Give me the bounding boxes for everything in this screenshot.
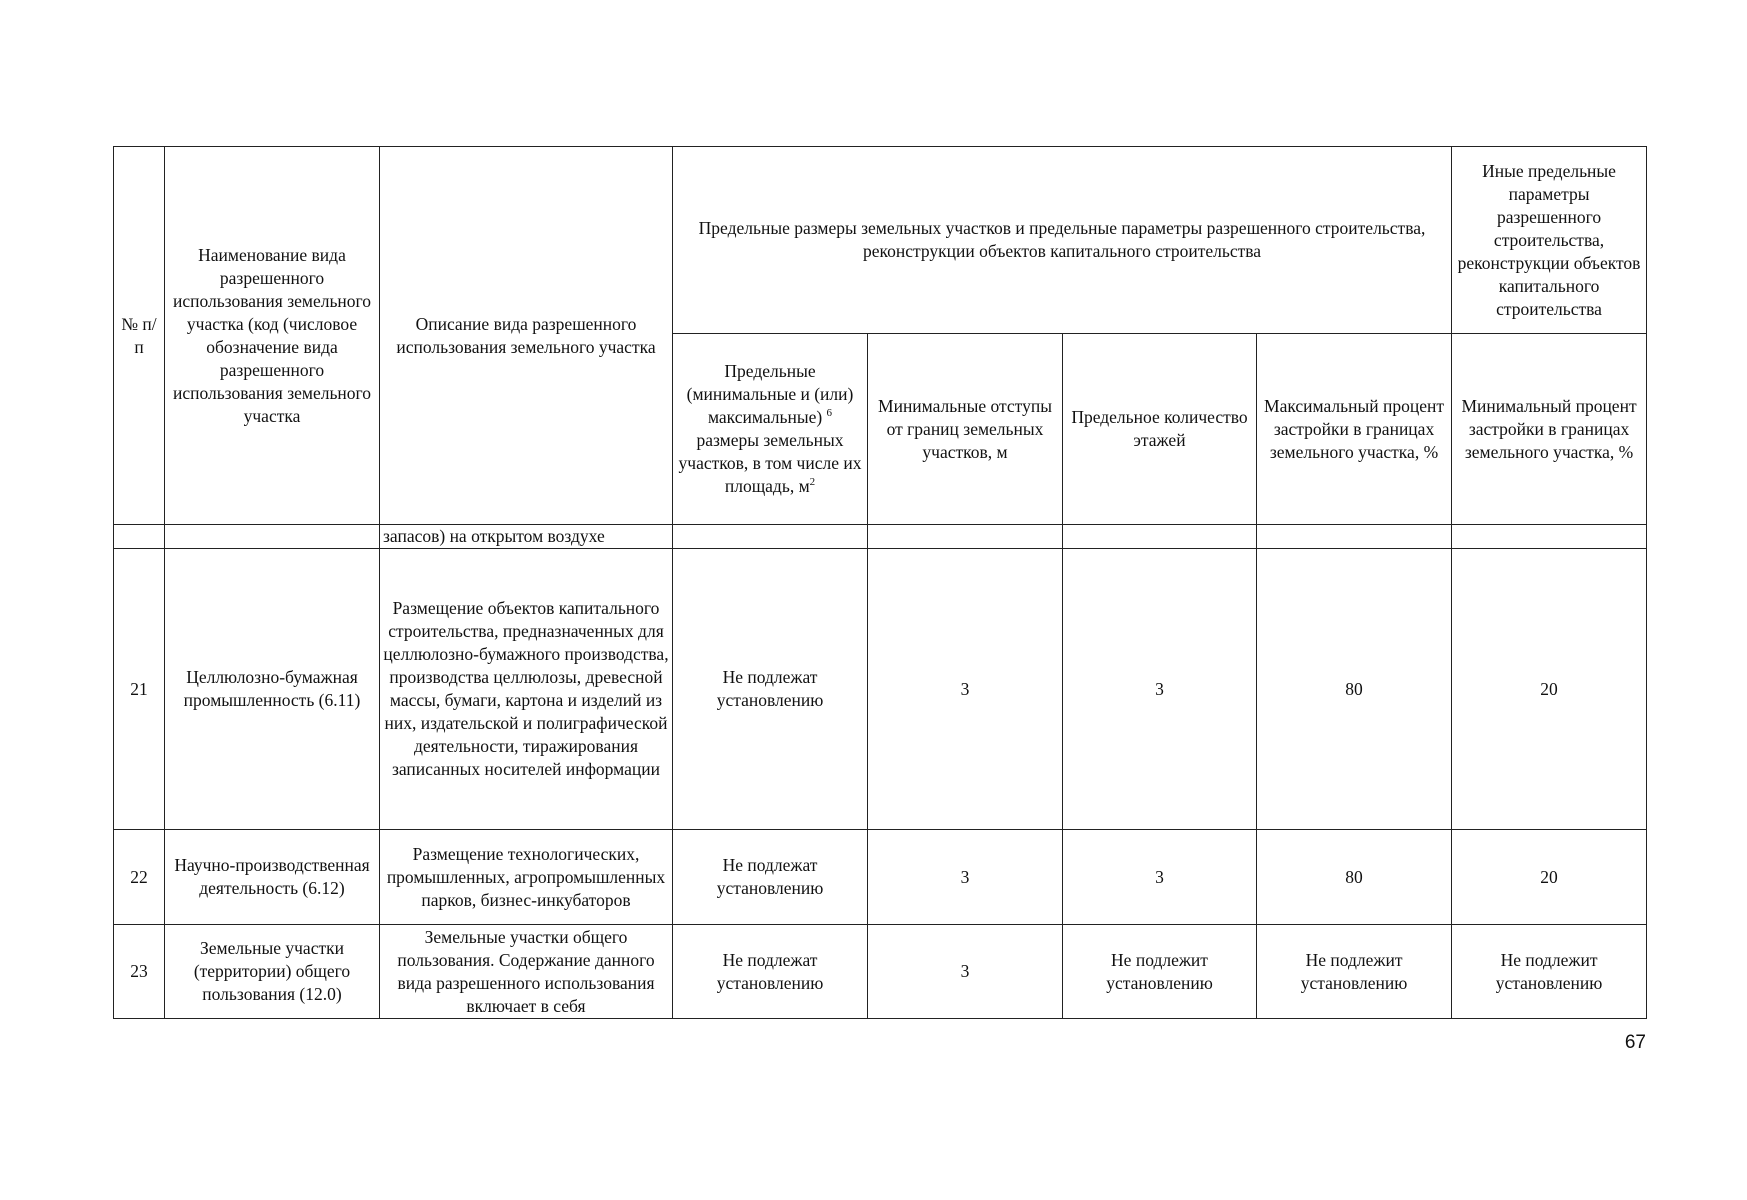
cell-max: Не подлежит установлению (1257, 925, 1452, 1019)
cell-num: 22 (114, 830, 165, 925)
header-limits-group: Предельные размеры земельных участков и предельные параметры разрешенного строительства, реконструкции объектов капитального строительства (673, 147, 1452, 334)
cell-floors (1063, 525, 1257, 549)
header-name: Наименование вида разрешенного использования земельного участка (код (числовое обозначение вида разрешенного использования земельного участка (165, 147, 380, 525)
table-row (114, 830, 1647, 925)
cell-max: 80 (1257, 830, 1452, 925)
cell-setback: 3 (868, 925, 1063, 1019)
cell-name: Научно-производственная деятельность (6.12) (165, 830, 380, 925)
cell-floors: 3 (1063, 549, 1257, 830)
cell-description: Земельные участки общего пользования. Содержание данного вида разрешенного использования включает в себя (380, 925, 673, 1019)
page-number: 67 (1624, 1032, 1646, 1053)
header-description: Описание вида разрешенного использования земельного участка (380, 147, 673, 525)
cell-min: 20 (1452, 830, 1647, 925)
cell-num: 21 (114, 549, 165, 830)
table-row (114, 549, 1647, 830)
cell-size: Не подлежат установлению (673, 549, 868, 830)
cell-size: Не подлежат установлению (673, 830, 868, 925)
cell-floors: 3 (1063, 830, 1257, 925)
cell-name: Целлюлозно-бумажная промышленность (6.11) (165, 549, 380, 830)
cell-name (165, 525, 380, 549)
header-other-params: Иные предельные параметры разрешенного строительства, реконструкции объектов капитального строительства (1452, 147, 1647, 334)
cell-min: Не подлежит установлению (1452, 925, 1647, 1019)
cell-description: Размещение технологических, промышленных, агропромышленных парков, бизнес-инкубаторов (380, 830, 673, 925)
table-row (114, 525, 1647, 549)
table-row (114, 925, 1647, 1019)
cell-min: 20 (1452, 549, 1647, 830)
header-setbacks: Минимальные отступы от границ земельных участков, м (868, 334, 1063, 525)
cell-num: 23 (114, 925, 165, 1019)
land-use-table (113, 146, 1647, 1019)
cell-setback: 3 (868, 549, 1063, 830)
cell-max (1257, 525, 1452, 549)
cell-min (1452, 525, 1647, 549)
cell-description: запасов) на открытом воздухе (380, 525, 673, 549)
cell-name: Земельные участки (территории) общего пользования (12.0) (165, 925, 380, 1019)
header-floors: Предельное количество этажей (1063, 334, 1257, 525)
cell-size (673, 525, 868, 549)
cell-max: 80 (1257, 549, 1452, 830)
header-num: № п/п (114, 147, 165, 525)
header-min-coverage: Минимальный процент застройки в границах земельного участка, % (1452, 334, 1647, 525)
header-size: Предельные (минимальные и (или) максимальные) $^6$ размеры земельных участков, в том числе их площадь, $м^2$ (673, 334, 868, 525)
cell-size: Не подлежат установлению (673, 925, 868, 1019)
header-max-coverage: Максимальный процент застройки в границах земельного участка, % (1257, 334, 1452, 525)
cell-floors: Не подлежит установлению (1063, 925, 1257, 1019)
cell-description: Размещение объектов капитального строительства, предназначенных для целлюлозно-бумажного производства, производства целлюлозы, древесной массы, бумаги, картона и изделий из них, издательской и полиграфической деятельности, тиражирования записанных носителей информации (380, 549, 673, 830)
cell-setback (868, 525, 1063, 549)
cell-num (114, 525, 165, 549)
cell-setback: 3 (868, 830, 1063, 925)
